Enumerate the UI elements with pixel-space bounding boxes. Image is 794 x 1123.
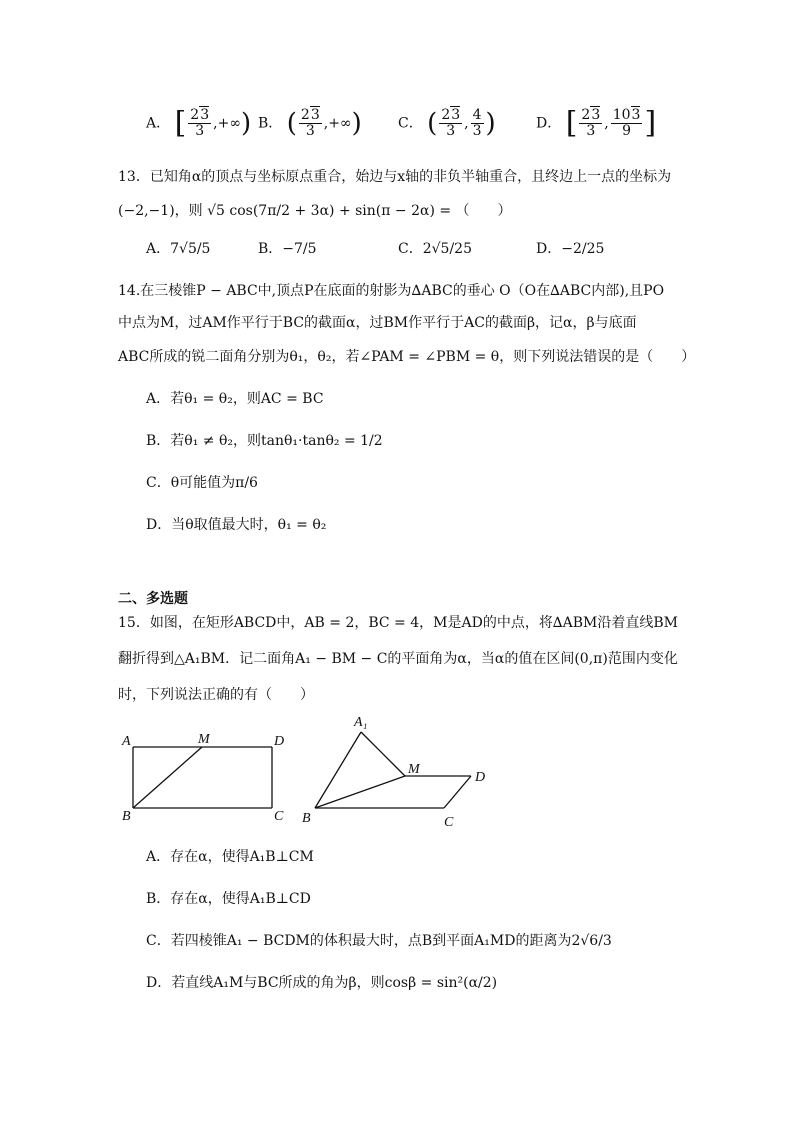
q15-option-a: A．存在α，使得A₁B⊥CM [146, 849, 314, 865]
q14-line-2: 中点为M，过AM作平行于BC的截面α，过BM作平行于AC的截面β，记α，β与底面 [118, 315, 637, 331]
q14-option-b: B．若θ₁ ≠ θ₂，则tanθ₁·tanθ₂ = 1/2 [146, 433, 383, 449]
label-m2: M [408, 762, 420, 777]
rectangle-abcd [133, 747, 272, 808]
q15-option-d: D．若直线A₁M与BC所成的角为β，则cosβ = sin²(α/2) [146, 975, 498, 991]
q15-line-2: 翻折得到△A₁BM．记二面角A₁ − BM − C的平面角为α，当α的值在区间(0,π)范围内变化 [118, 651, 678, 667]
label-c: C [274, 809, 284, 824]
label-a1: A₁ [354, 715, 368, 730]
q14-option-a: A．若θ₁ = θ₂，则AC = BC [146, 391, 324, 407]
q12-option-c: C． ( $\frac{23}{3}$ , $\frac{4}{3}$ ) [398, 107, 496, 139]
label-c2: C [444, 815, 454, 830]
q15-figure [0, 712, 794, 832]
q15-option-b: B．存在α，使得A₁B⊥CD [146, 891, 311, 907]
q13-option-a: A．7√5/5 [146, 241, 211, 257]
q13-option-d: D．−2/25 [536, 241, 605, 257]
label-b: B [122, 809, 131, 824]
q12-option-a: A． [ $\frac{23}{3}$ ,+∞) [146, 105, 252, 141]
q15-option-c: C．若四棱锥A₁ − BCDM的体积最大时，点B到平面A₁MD的距离为2√6/3 [146, 933, 612, 949]
label-m: M [198, 732, 210, 747]
q13-option-b: B．−7/5 [258, 241, 317, 257]
section-title: 二、多选题 [118, 591, 188, 607]
label-a: A [122, 734, 131, 749]
q14-option-c: C．θ可能值为π/6 [146, 475, 258, 491]
q15-line-3: 时，下列说法正确的有（ ） [118, 687, 314, 703]
label-d: D [274, 734, 285, 749]
q14-line-1: 14.在三棱锥P − ABC中,顶点P在底面的射影为∆ABC的垂心 O（O在∆ABC内部),且PO [118, 283, 665, 299]
folded-figure [315, 732, 471, 808]
q13-expression: (−2,−1)，则 √5 cos(7π/2 + 3α) + sin(π − 2α) = （ ） [118, 203, 512, 219]
label-d2: D [475, 770, 486, 785]
q14-line-3: ABC所成的锐二面角分别为θ₁，θ₂，若∠PAM = ∠PBM = θ，则下列说法错误的是（ ） [118, 349, 696, 365]
q13-stem: 13．已知角α的顶点与坐标原点重合，始边与x轴的非负半轴重合，且终边上一点的坐标为 [118, 169, 672, 185]
q12-option-b: B． ( $\frac{23}{3}$ ,+∞) [258, 107, 362, 139]
q14-option-d: D．当θ取值最大时，θ₁ = θ₂ [146, 517, 327, 533]
q12-option-d: D． [ $\frac{23}{3}$ , $\frac{103}{9}$ ] [536, 105, 657, 141]
q15-line-1: 15．如图，在矩形ABCD中，AB = 2，BC = 4，M是AD的中点，将∆ABM沿着直线BM [118, 615, 678, 631]
label-b2: B [302, 811, 311, 826]
q13-option-c: C．2√5/25 [398, 241, 472, 257]
